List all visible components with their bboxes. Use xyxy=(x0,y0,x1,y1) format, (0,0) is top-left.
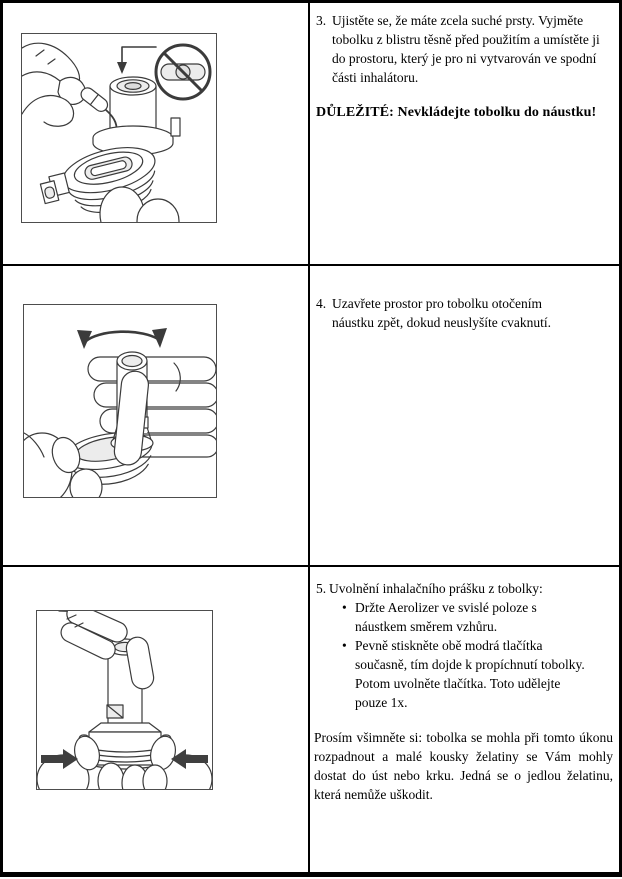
prohibition-icon xyxy=(156,45,210,99)
pointer-arrow-icon xyxy=(117,47,156,74)
bullet-dot-icon: • xyxy=(342,638,347,653)
press-buttons-drawing xyxy=(37,611,212,789)
step-5-heading xyxy=(316,579,615,598)
fingertips-icon xyxy=(100,187,179,222)
twist-close-drawing xyxy=(24,305,216,497)
illustration-step-3 xyxy=(21,33,217,223)
illustration-cell-step-5 xyxy=(3,567,310,872)
text-cell-step-4 xyxy=(310,266,619,565)
gelatin-note: Prosím všimněte si: tobolka se mohla při tomto úkonu rozpadnout a malé kousky želatiny se Vám mohly dostat do úst nebo krku. Jedná se o jedlou želatinu, která nemůže uškodit. xyxy=(314,730,613,802)
bullet-text: Držte Aerolizer ve svislé poloze s náustkem směrem vzhůru. xyxy=(355,600,537,634)
step-row-4 xyxy=(3,266,619,567)
step-row-3 xyxy=(3,3,619,266)
step-text: Ujistěte se, že máte zcela suché prsty. Vyjměte tobolku z blistru těsně před použitím a umístěte ji do prostoru, který je pro ni vytvarován ve spodní části inhalátoru. xyxy=(332,13,600,85)
step-number: 3. xyxy=(316,13,327,28)
step-4 xyxy=(316,294,615,332)
bullet-item xyxy=(316,598,615,636)
bullet-dot-icon: • xyxy=(342,600,347,615)
illustration-cell-step-3 xyxy=(3,3,310,264)
text-cell-step-5 xyxy=(310,567,619,872)
bullet-item xyxy=(316,636,615,712)
bullet-text: Pevně stiskněte obě modrá tlačítka současně, tím dojde k propíchnutí tobolky. Potom uvolněte tlačítka. Toto udělejte pouze 1x. xyxy=(355,638,585,710)
bullet-list xyxy=(316,598,615,712)
important-note: DŮLEŽITÉ: Nevkládejte tobolku do náustku! xyxy=(316,105,597,120)
hand-holding-capsule-icon xyxy=(22,43,110,126)
rotation-arrow-icon xyxy=(77,328,167,349)
step-text: Uzavřete prostor pro tobolku otočením náustku zpět, dokud neuslyšíte cvaknutí. xyxy=(332,296,551,330)
step-number: 5. xyxy=(316,581,327,596)
step-number: 4. xyxy=(316,296,327,311)
illustration-step-4 xyxy=(23,304,217,498)
capsule-insert-drawing xyxy=(22,34,216,222)
text-cell-step-3 xyxy=(310,3,619,264)
top-hand-icon xyxy=(58,611,155,691)
illustration-cell-step-4 xyxy=(3,266,310,565)
step-row-5 xyxy=(3,567,619,872)
step-3 xyxy=(316,11,615,87)
illustration-step-5 xyxy=(36,610,213,790)
step-heading: Uvolnění inhalačního prášku z tobolky: xyxy=(329,581,543,596)
